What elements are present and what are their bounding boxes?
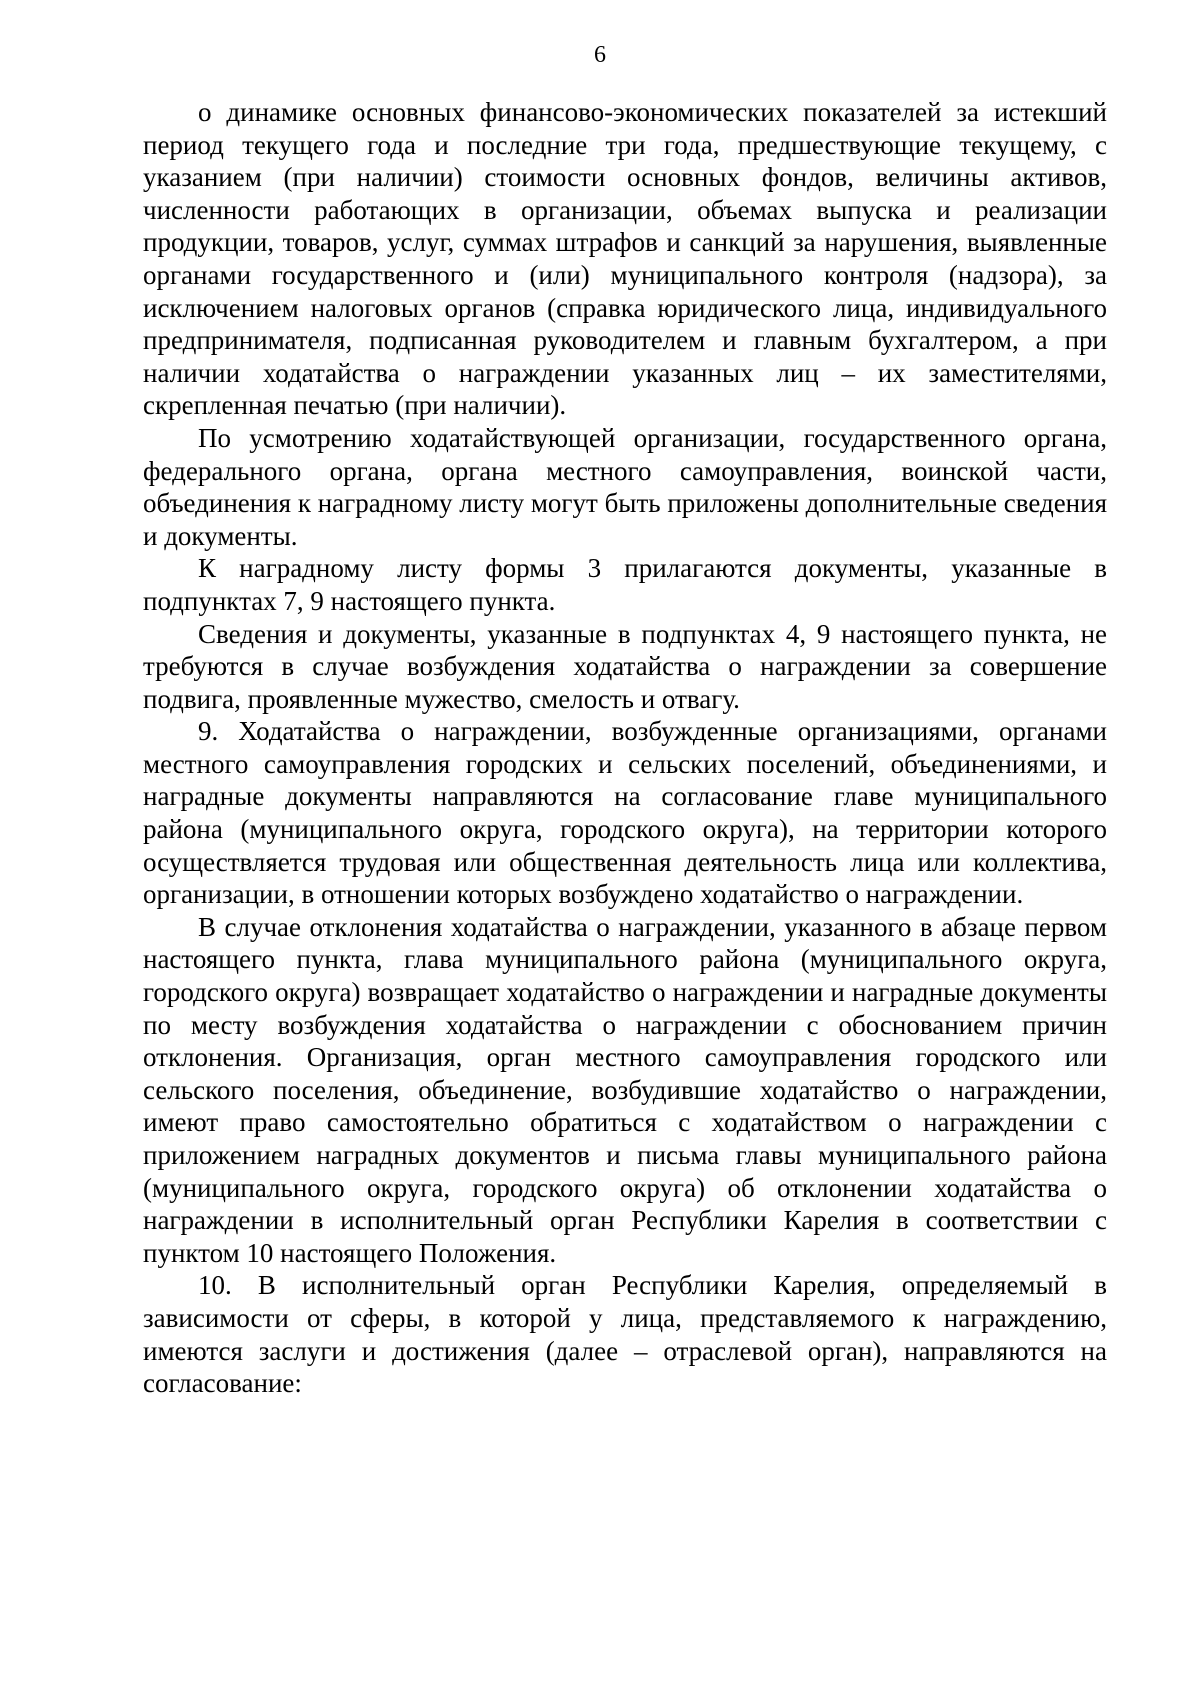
paragraph-item-9: 9. Ходатайства о награждении, возбужденные организациями, органами местного самоуправления городских и сельских поселений, объединениями, и наградные документы направляются на согласование главе муниципального района (муниципального округа, городского округа), на территории которого осуществляется трудовая или общественная деятельность лица или коллектива, организации, в отношении которых возбуждено ходатайство о награждении. (143, 716, 1107, 910)
paragraph-item-10: 10. В исполнительный орган Республики Карелия, определяемый в зависимости от сферы, в которой у лица, представляемого к награждению, имеются заслуги и достижения (далее – отраслевой орган), направляются на согласование: (143, 1270, 1107, 1399)
page-number: 6 (594, 42, 606, 68)
paragraph-rejection: В случае отклонения ходатайства о награждении, указанного в абзаце первом настоящего пункта, глава муниципального района (муниципального округа, городского округа) возвращает ходатайство о награждении и наградные документы по месту возбуждения ходатайства о награждении с обоснованием причин отклонения. Организация, орган местного самоуправления городского или сельского поселения, объединение, возбудившие ходатайство о награждении, имеют право самостоятельно обратиться с ходатайством о награждении с приложением наградных документов и письма главы муниципального района (муниципального округа, городского округа) об отклонении ходатайства о награждении в исполнительный орган Республики Карелия в соответствии с пунктом 10 настоящего Положения. (143, 911, 1107, 1268)
paragraph-exemption-feat: Сведения и документы, указанные в подпунктах 4, 9 настоящего пункта, не требуются в случае возбуждения ходатайства о награждении за совершение подвига, проявленные мужество, смелость и отвагу. (143, 618, 1107, 714)
paragraph-form-3-attachments: К наградному листу формы 3 прилагаются документы, указанные в подпунктах 7, 9 настоящего пункта. (143, 553, 1107, 616)
document-body (143, 96, 1107, 1400)
paragraph-financial-indicators: о динамике основных финансово-экономических показателей за истекший период текущего года и последние три года, предшествующие текущему, с указанием (при наличии) стоимости основных фондов, величины активов, численности работающих в организации, объемах выпуска и реализации продукции, товаров, услуг, суммах штрафов и санкций за нарушения, выявленные органами государственного и (или) муниципального контроля (надзора), за исключением налоговых органов (справка юридического лица, индивидуального предпринимателя, подписанная руководителем и главным бухгалтером, а при наличии ходатайства о награждении указанных лиц – их заместителями, скрепленная печатью (при наличии). (143, 97, 1107, 421)
paragraph-additional-documents: По усмотрению ходатайствующей организации, государственного органа, федерального органа, органа местного самоуправления, воинской части, объединения к наградному листу могут быть приложены дополнительные сведения и документы. (143, 422, 1107, 551)
